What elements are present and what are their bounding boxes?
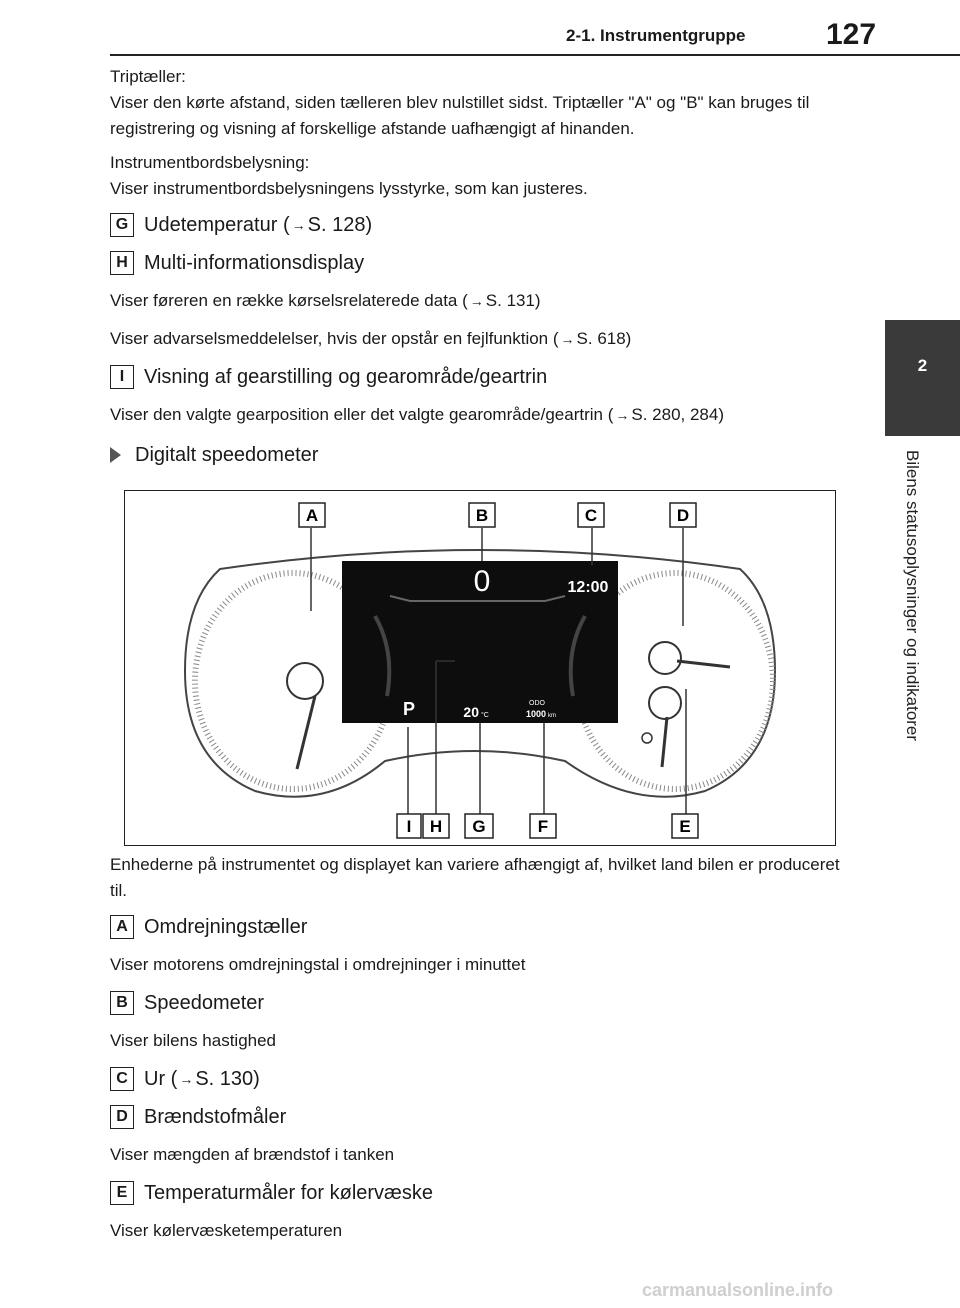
label-i — [397, 814, 421, 838]
chapter-label: Bilens statusoplysninger og indikatorer — [903, 450, 922, 742]
display-odo-unit: km — [548, 713, 556, 719]
watermark: carmanualsonline.info — [642, 1280, 834, 1300]
arrow-right-icon: → — [179, 1071, 194, 1087]
label-a-text: A — [305, 506, 319, 525]
fuel-hub — [649, 642, 681, 674]
item-b-desc: Viser bilens hastighed — [110, 1031, 277, 1050]
item-a-heading — [110, 914, 840, 940]
item-c-title: Ur ( — [144, 1067, 178, 1090]
label-c — [578, 503, 604, 527]
section-title: 2-1. Instrumentgruppe — [566, 26, 746, 45]
item-b-heading — [110, 990, 840, 1016]
lower-content — [110, 852, 840, 1256]
label-i-text: I — [406, 817, 412, 836]
item-d-title: Brændstofmåler — [144, 1105, 287, 1128]
arrow-right-icon: → — [560, 331, 575, 347]
figure-note: Enhederne på instrumentet og displayet kan variere afhængigt af, hvilket land bilen er produceret til. — [110, 855, 840, 900]
item-h-desc-1 — [110, 288, 840, 314]
item-e-heading — [110, 1180, 840, 1206]
label-d-text: D — [676, 506, 690, 525]
label-g — [465, 814, 493, 838]
badge-g: G — [110, 213, 134, 237]
item-h-desc-2-ref: S. 618) — [576, 329, 632, 348]
display-odo-label: ODO — [529, 700, 545, 707]
badge-h: H — [110, 251, 134, 275]
label-d — [670, 503, 696, 527]
item-i-heading — [110, 364, 840, 390]
badge-i: I — [110, 365, 134, 389]
subsection-heading — [110, 442, 840, 468]
badge-c: C — [110, 1067, 134, 1091]
badge-d: D — [110, 1105, 134, 1129]
label-b-text: B — [475, 506, 489, 525]
item-i-desc — [110, 402, 840, 428]
triangle-bullet-icon — [110, 447, 121, 463]
arrow-right-icon: → — [469, 293, 484, 309]
chapter-number: 2 — [917, 356, 928, 375]
subsection-title: Digitalt speedometer — [135, 443, 319, 466]
item-h-heading — [110, 250, 840, 276]
item-i-desc-ref: S. 280, 284) — [631, 405, 724, 424]
cluster-illustration — [125, 491, 835, 845]
item-h-desc-2-text: Viser advarselsmeddelelser, hvis der opstår en fejlfunktion ( — [110, 329, 559, 348]
tacho-needle — [297, 696, 315, 769]
label-f-text: F — [537, 817, 549, 836]
item-c-heading — [110, 1066, 840, 1092]
page-header — [0, 0, 960, 60]
item-g-heading — [110, 212, 840, 238]
trip-title: Triptæller: — [110, 67, 186, 86]
item-h-desc-2 — [110, 326, 840, 352]
label-a — [299, 503, 325, 527]
item-i-desc-text: Viser den valgte gearposition eller det valgte gearområde/geartrin ( — [110, 405, 614, 424]
display-clock: 12:00 — [567, 579, 609, 596]
trip-paragraph — [110, 64, 840, 142]
badge-a: A — [110, 915, 134, 939]
label-c-text: C — [584, 506, 598, 525]
item-e-desc: Viser kølervæsketemperaturen — [110, 1221, 343, 1240]
main-content — [110, 64, 840, 480]
arrow-right-icon: → — [291, 217, 306, 233]
badge-b: B — [110, 991, 134, 1015]
item-g-ref: S. 128) — [307, 213, 373, 236]
page-number: 127 — [826, 18, 877, 51]
dash-paragraph — [110, 150, 840, 202]
label-b — [469, 503, 495, 527]
item-e-title: Temperaturmåler for kølervæske — [144, 1181, 433, 1204]
label-f — [530, 814, 556, 838]
display-temp-unit: °C — [481, 712, 489, 719]
display-speed: 0 — [473, 565, 491, 598]
item-d-heading — [110, 1104, 840, 1130]
instrument-cluster-figure — [124, 490, 836, 846]
trip-text: Viser den kørte afstand, siden tælleren blev nulstillet sidst. Triptæller "A" og "B" kan bruges til registrering og visning af forskellige afstande uafhængigt af hinanden. — [110, 93, 810, 138]
item-a-desc: Viser motorens omdrejningstal i omdrejninger i minuttet — [110, 955, 526, 974]
item-h-title: Multi-informationsdisplay — [144, 251, 365, 274]
label-g-text: G — [472, 817, 486, 836]
badge-e: E — [110, 1181, 134, 1205]
indicator-ring — [642, 733, 652, 743]
display-gear: P — [402, 699, 416, 719]
item-b-title: Speedometer — [144, 991, 265, 1014]
dash-title: Instrumentbordsbelysning: — [110, 153, 310, 172]
label-e — [672, 814, 698, 838]
label-e-text: E — [679, 817, 691, 836]
display-temp: 20 — [463, 704, 479, 720]
dash-text: Viser instrumentbordsbelysningens lysstyrke, som kan justeres. — [110, 179, 588, 198]
fuel-needle — [677, 661, 730, 667]
arrow-right-icon: → — [615, 407, 630, 423]
temp-needle — [662, 717, 667, 767]
display-odo: 1000 — [525, 709, 546, 719]
item-i-title: Visning af gearstilling og gearområde/geartrin — [144, 365, 548, 388]
item-c-ref: S. 130) — [195, 1067, 260, 1090]
tacho-hub — [287, 663, 323, 699]
label-h — [423, 814, 449, 838]
chapter-tab — [885, 320, 960, 436]
label-h-text: H — [429, 817, 443, 836]
item-a-title: Omdrejningstæller — [144, 915, 308, 938]
temp-hub — [649, 687, 681, 719]
item-d-desc: Viser mængden af brændstof i tanken — [110, 1145, 395, 1164]
item-g-title: Udetemperatur ( — [144, 213, 290, 236]
header-rule — [110, 54, 960, 56]
item-h-desc-1-text: Viser føreren en række kørselsrelaterede data ( — [110, 291, 468, 310]
item-h-desc-1-ref: S. 131) — [485, 291, 541, 310]
